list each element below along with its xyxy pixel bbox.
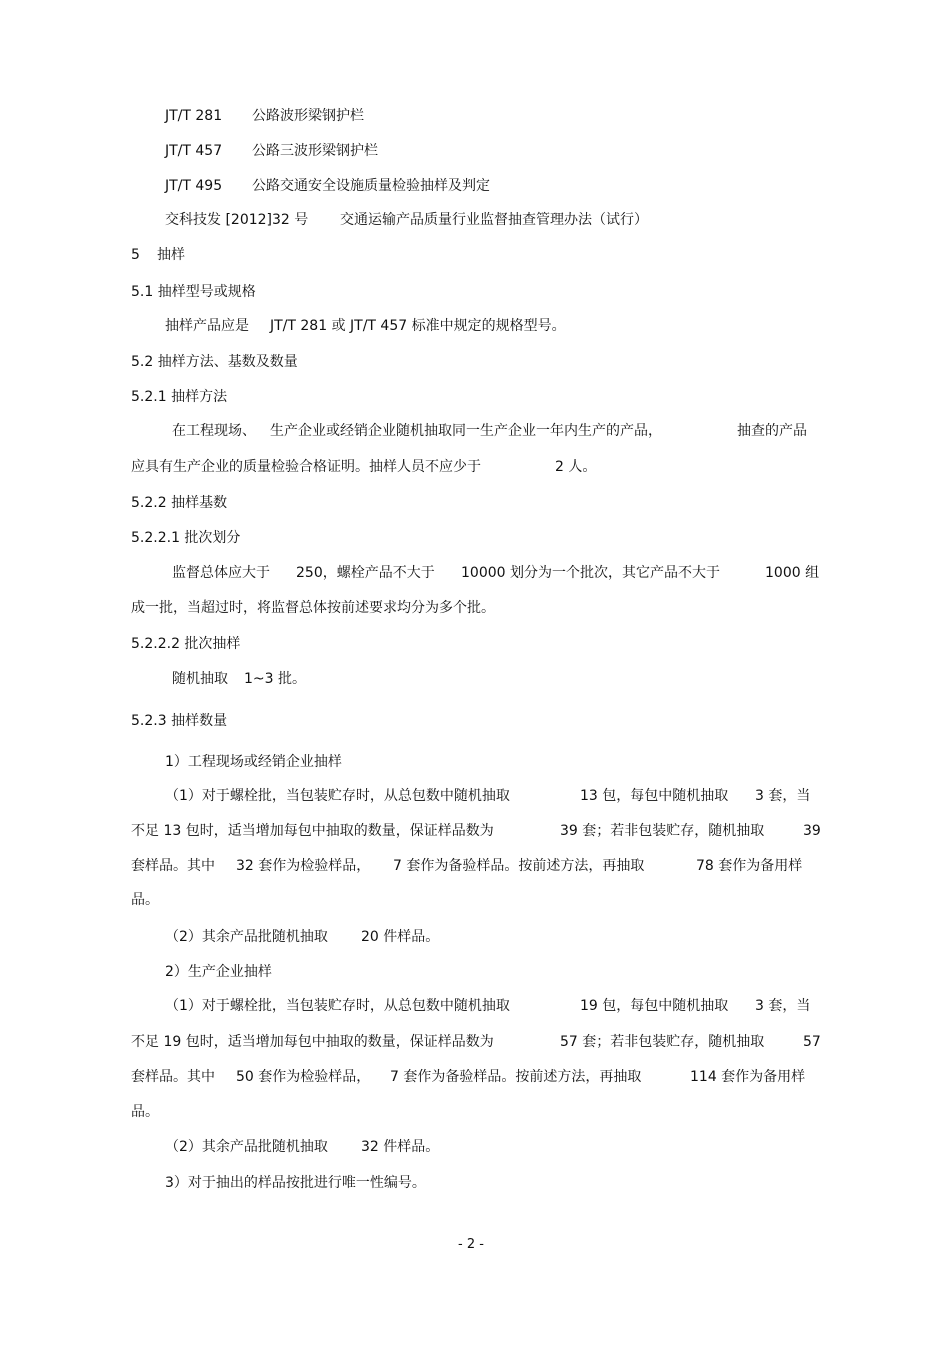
- heading-5-2-2-2: 5.2.2.2 批次抽样: [131, 636, 241, 652]
- ref-title: 公路交通安全设施质量检验抽样及判定: [252, 178, 490, 194]
- paragraph-text: （1）对于螺栓批，当包装贮存时，从总包数中随机抽取: [165, 788, 510, 804]
- paragraph-text: 250，螺栓产品不大于: [296, 565, 435, 581]
- ref-title: 公路三波形梁钢护栏: [252, 143, 378, 159]
- heading-5-2-2-1: 5.2.2.1 批次划分: [131, 530, 241, 546]
- paragraph-text: 13 包，每包中随机抽取: [580, 788, 729, 804]
- list-item: 1）工程现场或经销企业抽样: [165, 754, 342, 770]
- paragraph-text: 78 套作为备用样: [696, 858, 803, 874]
- paragraph-text: 10000 划分为一个批次，其它产品不大于: [461, 565, 720, 581]
- paragraph-text: 50 套作为检验样品，: [236, 1069, 371, 1085]
- paragraph-text: 品。: [131, 892, 159, 908]
- paragraph-text: 57 套；若非包装贮存，随机抽取: [560, 1034, 765, 1050]
- paragraph-text: 7 套作为备验样品。按前述方法，再抽取: [390, 1069, 642, 1085]
- page-number: - 2 -: [458, 1237, 484, 1252]
- section-title: 抽样: [157, 247, 185, 263]
- paragraph-text: 7 套作为备验样品。按前述方法，再抽取: [393, 858, 645, 874]
- paragraph-text: 不足 19 包时，适当增加每包中抽取的数量，保证样品数为: [131, 1034, 494, 1050]
- paragraph-text: 20 件样品。: [361, 929, 440, 945]
- paragraph-text: 114 套作为备用样: [690, 1069, 806, 1085]
- ref-title: 公路波形梁钢护栏: [252, 108, 364, 124]
- paragraph-text: （1）对于螺栓批，当包装贮存时，从总包数中随机抽取: [165, 998, 510, 1014]
- heading-5-1: 5.1 抽样型号或规格: [131, 284, 256, 300]
- paragraph-text: 在工程现场、: [172, 423, 256, 439]
- ref-code: JT/T 457: [165, 143, 223, 159]
- paragraph-text: JT/T 281 或 JT/T 457 标准中规定的规格型号。: [270, 318, 566, 334]
- paragraph-text: 32 件样品。: [361, 1139, 440, 1155]
- paragraph-text: 抽查的产品: [737, 423, 807, 439]
- paragraph-text: （2）其余产品批随机抽取: [165, 1139, 328, 1155]
- paragraph-text: 不足 13 包时，适当增加每包中抽取的数量，保证样品数为: [131, 823, 494, 839]
- paragraph-text: 监督总体应大于: [172, 565, 270, 581]
- ref-code: JT/T 281: [165, 108, 223, 124]
- paragraph-text: 随机抽取: [172, 671, 228, 687]
- heading-5-2-3: 5.2.3 抽样数量: [131, 713, 228, 729]
- paragraph-text: 19 包，每包中随机抽取: [580, 998, 729, 1014]
- heading-5-2: 5.2 抽样方法、基数及数量: [131, 354, 298, 370]
- paragraph-text: 套样品。其中: [131, 858, 215, 874]
- paragraph-text: 品。: [131, 1104, 159, 1120]
- paragraph-text: 1000 组: [765, 565, 820, 581]
- paragraph-text: 3 套，当: [755, 788, 811, 804]
- paragraph-text: 39 套；若非包装贮存，随机抽取: [560, 823, 765, 839]
- list-item: 3）对于抽出的样品按批进行唯一性编号。: [165, 1175, 426, 1191]
- paragraph-text: 57: [803, 1034, 821, 1050]
- paragraph-text: 2 人。: [555, 459, 597, 475]
- paragraph-text: 抽样产品应是: [165, 318, 249, 334]
- paragraph-text: 32 套作为检验样品，: [236, 858, 371, 874]
- heading-5-2-2: 5.2.2 抽样基数: [131, 495, 228, 511]
- paragraph-text: （2）其余产品批随机抽取: [165, 929, 328, 945]
- paragraph-text: 生产企业或经销企业随机抽取同一生产企业一年内生产的产品，: [270, 423, 662, 439]
- paragraph-text: 1~3 批。: [244, 671, 306, 687]
- section-number: 5: [131, 247, 140, 263]
- ref-title: 交通运输产品质量行业监督抽查管理办法（试行）: [340, 212, 648, 228]
- heading-5-2-1: 5.2.1 抽样方法: [131, 389, 228, 405]
- paragraph-text: 套样品。其中: [131, 1069, 215, 1085]
- list-item: 2）生产企业抽样: [165, 964, 272, 980]
- ref-code: 交科技发 [2012]32 号: [165, 212, 309, 228]
- paragraph-text: 3 套，当: [755, 998, 811, 1014]
- paragraph-text: 39: [803, 823, 821, 839]
- ref-code: JT/T 495: [165, 178, 223, 194]
- paragraph-text: 成一批，当超过时，将监督总体按前述要求均分为多个批。: [131, 600, 495, 616]
- paragraph-text: 应具有生产企业的质量检验合格证明。抽样人员不应少于: [131, 459, 481, 475]
